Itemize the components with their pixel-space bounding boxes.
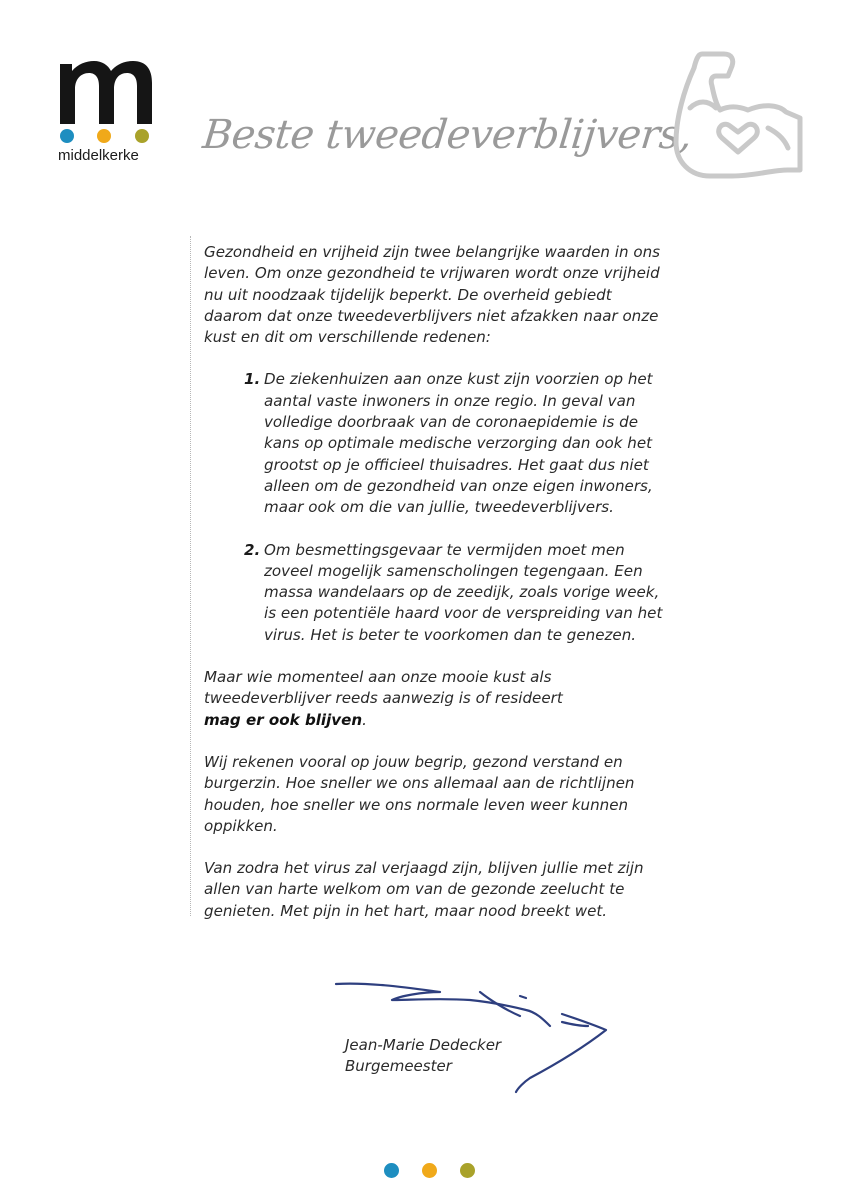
stay-text: Maar wie momenteel aan onze mooie kust als tweedeverblijver reeds aanwezig is of resideert <box>204 668 563 708</box>
letter-body <box>204 242 674 922</box>
closing-paragraph: Van zodra het virus zal verjaagd zijn, blijven jullie met zijn allen van harte welkom om van de gezonde zeelucht te genieten. Met pijn in het hart, maar nood breekt wet. <box>204 859 644 920</box>
salutation-heading: Beste tweedeverblijvers, <box>200 112 695 158</box>
footer-dots <box>384 1163 478 1179</box>
stay-bold-text: mag er ook blijven <box>204 710 363 729</box>
reason-number: 2. <box>244 540 261 559</box>
footer-dot-orange <box>422 1163 437 1178</box>
logo-dots <box>58 129 152 143</box>
stay-paragraph <box>204 667 674 731</box>
logo-dot-olive <box>135 129 149 143</box>
logo-wordmark: middelkerke <box>58 147 139 164</box>
reason-item <box>204 369 674 518</box>
logo-dot-blue <box>60 129 74 143</box>
signatory-block <box>345 1035 501 1077</box>
footer-dot-blue <box>384 1163 399 1178</box>
flexed-arm-heart-icon <box>672 46 806 182</box>
reason-number: 1. <box>244 370 261 389</box>
footer-dot-olive <box>460 1163 475 1178</box>
reason-text: Om besmettingsgevaar te vermijden moet men zoveel mogelijk samenscholingen tegengaan. Een massa wandelaars op de zeedijk, zoals vorige week, is een potentiële haard voor de verspreiding van het virus. Het is beter te voorkomen dan te genezen. <box>264 540 663 644</box>
signatory-name: Jean-Marie Dedecker <box>345 1036 502 1054</box>
signatory-title: Burgemeester <box>345 1057 452 1075</box>
middelkerke-logo <box>56 58 160 168</box>
intro-paragraph: Gezondheid en vrijheid zijn twee belangrijke waarden in ons leven. Om onze gezondheid te vrijwaren wordt onze vrijheid nu uit noodzaak tijdelijk beperkt. De overheid gebiedt daarom dat onze tweedeverblijvers niet afzakken naar onze kust en dit om verschillende redenen: <box>204 243 660 347</box>
left-dotted-divider <box>190 236 191 916</box>
stay-end: . <box>362 710 367 729</box>
understanding-paragraph: Wij rekenen vooral op jouw begrip, gezond verstand en burgerzin. Hoe sneller we ons allemaal aan de richtlijnen houden, hoe sneller we ons normale leven weer kunnen oppikken. <box>204 752 635 835</box>
reasons-list <box>204 369 674 646</box>
reason-text: De ziekenhuizen aan onze kust zijn voorzien op het aantal vaste inwoners in onze regio. In geval van volledige doorbraak van de coronaepidemie is de kans op optimale medische verzorging dan ook het grootst op je officieel thuisadres. Het gaat dus niet alleen om de gezondheid van onze eigen inwoners, maar ook om die van jullie, tweedeverblijvers. <box>264 370 653 517</box>
reason-item <box>204 540 674 646</box>
logo-m-mark <box>56 58 156 124</box>
logo-dot-orange <box>97 129 111 143</box>
